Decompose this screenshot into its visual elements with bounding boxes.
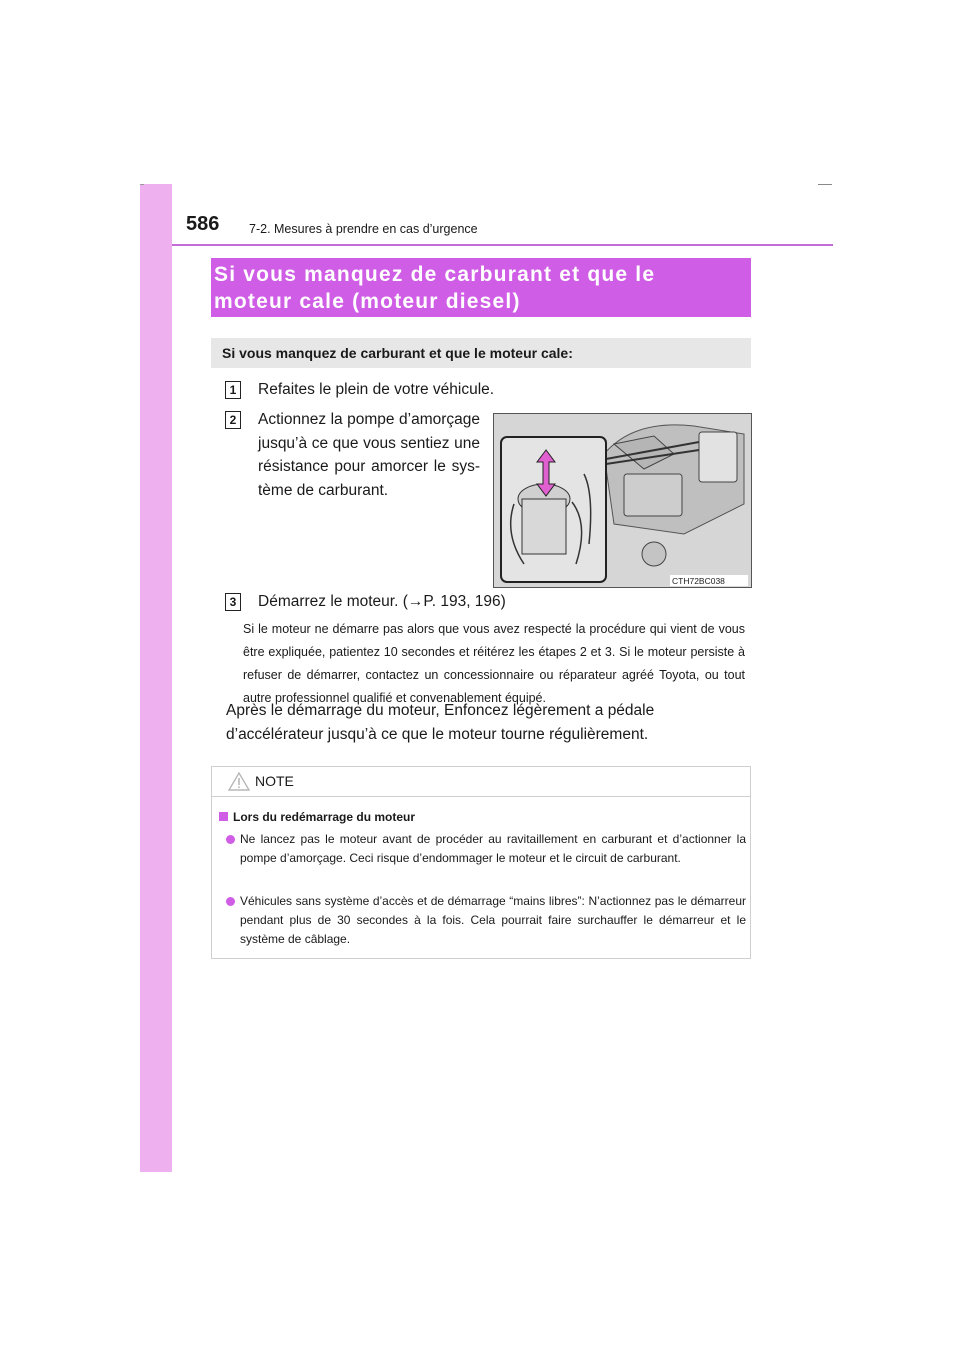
- warning-triangle-icon: [228, 772, 250, 791]
- round-bullet-icon: [226, 897, 235, 906]
- round-bullet-icon: [226, 835, 235, 844]
- after-start-instruction: Après le démarrage du moteur, Enfoncez légèrement a pédale d’accélérateur jusqu’à ce que le moteur tourne régulièrement.: [226, 702, 655, 743]
- subheading-box: [211, 338, 751, 368]
- page-number: 586: [186, 213, 220, 235]
- step-number-3: 3: [225, 593, 241, 611]
- step-text-2: Actionnez la pompe d’amorçage jusqu’à ce que vous sentiez une résistance pour amorcer le sys-tème de carburant.: [258, 411, 480, 499]
- note-box: [211, 766, 751, 959]
- note-heading: [219, 810, 415, 824]
- step-text-1: Refaites le plein de votre véhicule.: [258, 381, 495, 398]
- priming-pump-diagram: [494, 414, 751, 587]
- note-label: NOTE: [255, 773, 294, 789]
- step-number-2: 2: [225, 411, 241, 429]
- note-item-2: Véhicules sans système d’accès et de démarrage “mains libres”: N’actionnez pas le démarreur pendant plus de 30 secondes à la fois. Cela pourrait faire surchauffer le démarreur et le système de câblage.: [240, 894, 746, 946]
- illustration-code: CTH72BC038: [672, 576, 725, 586]
- chapter-sidebar-tab: [140, 184, 172, 1172]
- note-heading-text: Lors du redémarrage du moteur: [233, 810, 416, 824]
- heading-line-2: moteur cale (moteur diesel): [214, 290, 521, 313]
- crop-mark: [140, 184, 144, 185]
- step-number-1: 1: [225, 381, 241, 399]
- note-item-1: Ne lancez pas le moteur avant de procéder au ravitaillement en carburant et d’actionner la pompe d’amorçage. Ceci risque d’endommager le moteur et le circuit de carburant.: [240, 832, 746, 865]
- square-bullet-icon: [219, 812, 228, 821]
- section-title: 7-2. Mesures à prendre en cas d’urgence: [249, 222, 478, 236]
- step-text-3: Démarrez le moteur. (→P. 193, 196): [258, 593, 506, 610]
- header-rule: [172, 244, 833, 246]
- subheading-text: Si vous manquez de carburant et que le moteur cale:: [222, 345, 573, 361]
- engine-bay-illustration: [493, 413, 752, 588]
- heading-text: [214, 261, 744, 315]
- crop-mark: [818, 184, 832, 185]
- page-heading: [211, 258, 751, 317]
- heading-line-1: Si vous manquez de carburant et que le: [214, 263, 656, 286]
- note-header: [212, 767, 750, 797]
- step-3-detail: Si le moteur ne démarre pas alors que vous avez respecté la procédure qui vient de vous être expliquée, patientez 10 secondes et réitérez les étapes 2 et 3. Si le moteur persiste à refuser de démarrer, contactez un concessionnaire ou réparateur agréé Toyota, ou tout autre professionnel qualifié et convenablement équipé.: [243, 622, 745, 705]
